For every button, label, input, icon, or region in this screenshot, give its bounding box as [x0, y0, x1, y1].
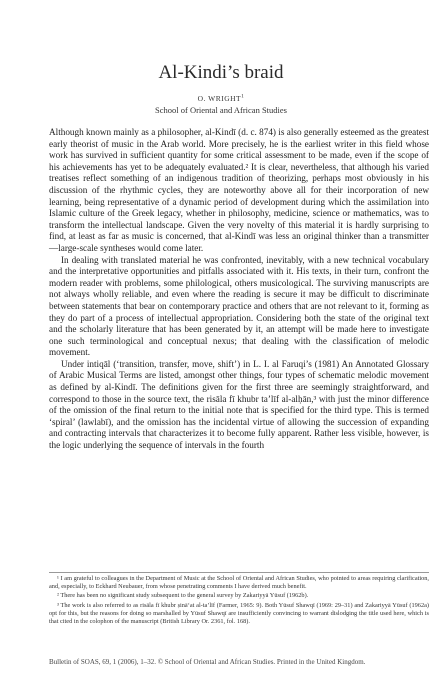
author-line: [0, 94, 442, 103]
article-body: [49, 127, 429, 452]
author-name: O. WRIGHT: [197, 94, 242, 103]
affiliation: School of Oriental and African Studies: [155, 105, 287, 115]
body-paragraph: Under intiqāl (‘transition, transfer, move, shift’) in L. I. al Faruqi’s (1981) An Annotated Glossary of Arabic Musical Terms are listed, amongst other things, four types of schematic melodic movement as defined by al-Kindī. The definitions given for the first three are seemingly straightforward, and correspond to those in the source text, the risāla fī khubr ta’līf al-alḥān,³ with just the minor difference of the omission of the final return to the initial note that is specified for the third type. This is termed ‘spiral’ (lawlabī), and the omission has the incidental virtue of allowing the succession of expanding and contracting intervals that characterizes it to become fully apparent. Rather less visible, however, is the logic underlying the sequence of intervals in the fourth: [49, 358, 429, 451]
footnote: ¹ I am grateful to colleagues in the Department of Music at the School of Oriental and African Studies, who pointed to areas requiring clarification, and, especially, to Eckhard Neubauer, from whose penetrating comments I have derived much benefit.: [49, 575, 429, 591]
author-footnote-mark: 1: [241, 93, 245, 100]
body-paragraph: In dealing with translated material he was confronted, inevitably, with a new technical vocabulary and the interpretative opportunities and pitfalls associated with it. His texts, in their turn, confront the modern reader with problems, some philological, others musicological. The surviving manuscripts are not always wholly reliable, and even where the reading is secure it may be difficult to discriminate between statements that bear on contemporary practice and others that are not relevant to it, forming as they do part of a process of intellectual appropriation. Considering both the state of the original text and the scholarly literature that has been generated by it, an attempt will be made here to investigate one such terminological and conceptual nexus; that dealing with the classification of melodic movement.: [49, 254, 429, 358]
footnotes: [49, 572, 429, 627]
journal-citation: Bulletin of SOAS, 69, 1 (2006), 1–32. © School of Oriental and African Studies. Printed in the United Kingdom.: [49, 658, 366, 666]
article-title: Al-Kindi’s braid: [158, 62, 284, 83]
body-paragraph: Although known mainly as a philosopher, al-Kindī (d. c. 874) is also generally esteemed as the greatest early theorist of music in the Arab world. More precisely, he is the earliest writer in this field whose work has survived in sufficient quantity for some critical assessment to be made, even if the scope of his achievements has yet to be adequately evaluated.² It is clear, nevertheless, that although his varied treatises reflect something of an indigenous tradition of theorizing, perhaps most obviously in his discussion of the rhythmic cycles, they are noteworthy above all for their incorporation of new learning, being representative of a dynamic period of development during which the assimilation into Islamic culture of the Greek legacy, whether in philosophy, medicine, science or mathematics, was to transform the intellectual landscape. Given the very novelty of this material it is hardly surprising to find, at least as far as music is concerned, that al-Kindī was less an original thinker than a transmitter—large-scale syntheses would come later.: [49, 127, 429, 253]
footnote: ³ The work is also referred to as risāla fī khubr ṣinā‘at al-ta’līf (Farmer, 1965: 9). Both Yūsuf Shawqī (1969: 29–31) and Zakariyyā Yūsuf (1962a) opt for this, but the reasons for doing so marshalled by Yūsuf Shawqī are insufficiently convincing to warrant dislodging the title used here, which is that cited in the colophon of the manuscript (British Library Or. 2361, fol. 168).: [49, 601, 429, 626]
footnote: ² There has been no significant study subsequent to the general survey by Zakariyyā Yūsuf (1962b).: [57, 592, 309, 600]
